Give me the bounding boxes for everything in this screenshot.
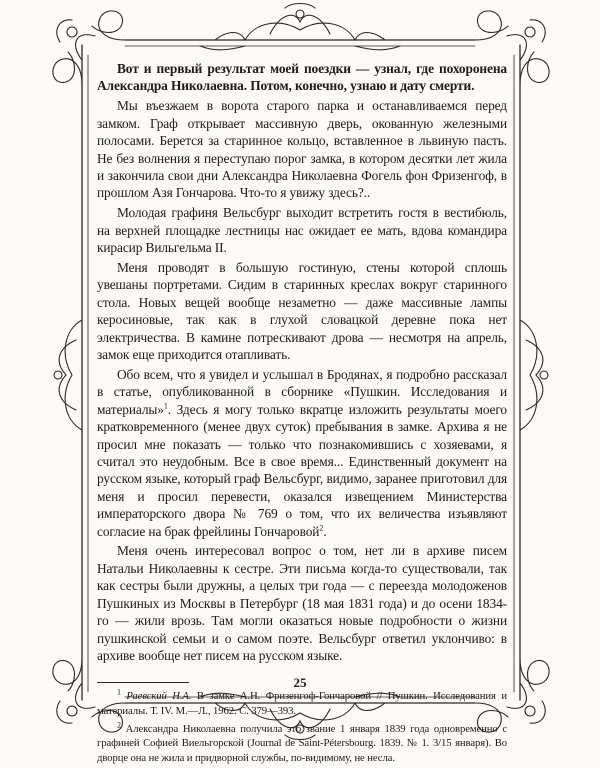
paragraph-2: Мы въезжаем в ворота старого парка и останавливаемся перед замком. Граф открывает массивную дверь, окованную железными полосами. Берется за старинное кольцо, вставленное в львиную пасть. Не без волнения я переступаю порог замка, в котором десятки лет жила и закончила свои дни Александра Николаевна Фогель фон Фризенгоф, в прошлом Азя Гончарова. Что-то я увижу здесь?..	[97, 98, 507, 201]
top-center-flourish	[200, 4, 400, 50]
paragraph-4: Меня проводят в большую гостиную, стены которой сплошь увешаны портретами. Сидим в старинных креслах вокруг старинного стола. Новых вещей вообще незаметно — даже массивные лампы керосиновые, так как в глухой словацкой деревне пока нет электричества. В камине потрескивают дрова — несмотря на апрель, замок еще приходится отапливать.	[97, 259, 507, 362]
footnote-2	[97, 719, 507, 766]
page-number: 25	[293, 675, 307, 690]
footnote-1-author: Раевский Н.А.	[126, 690, 192, 703]
paragraph-5-part-2: . Здесь я могу только вкратце изложить результаты моего кратковременного (менее двух суток) пребывания в замке. Архива я не просил мне показать — только что познакомившись с хозяевами, я считал это неудобным. Все в свое время... Единственный документ на русском языке, который граф Вельсбург, видимо, заранее приготовил для меня и просил перевести, оказался извещением Министерства императорского двора № 769 о том, что их величества изъявляют согласие на брак фрейлины Гончаровой	[97, 401, 507, 539]
right-middle-flourish	[520, 320, 548, 430]
footnote-2-mark: 2	[117, 719, 121, 729]
main-text	[97, 60, 507, 768]
left-middle-flourish	[54, 320, 82, 430]
footnote-ref-1[interactable]: 1	[163, 401, 168, 411]
paragraph-5-part-1: Обо всем, что я увидел и услышал в Бродянах, я подробно рассказал в статье, опубликованной в сборнике «Пушкин. Исследования и материалы»	[97, 366, 507, 417]
paragraph-3: Молодая графиня Вельсбург выходит встретить гостя в вестибюль, на верхней площадке лестницы нас ожидает ее мать, вдова командира кирасир Вильгельма II.	[97, 205, 507, 256]
paragraph-1: Вот и первый результат моей поездки — узнал, где похоронена Александра Николаевна. Потом, конечно, узнаю и дату смерти.	[97, 61, 507, 94]
paragraph-5-end: .	[323, 523, 327, 539]
footnote-2-text: Александра Николаевна получила это звание 1 января 1839 года одновременно с графиней Софией Виельгорской (Journal de Saint-Pétersbourg. 1839. № 1. 3/15 января). Во дворце она не жила и придворной службы, по-видимому, не несла.	[97, 722, 507, 764]
footnote-ref-2[interactable]: 2	[319, 523, 324, 533]
paragraph-5	[97, 366, 507, 540]
footnote-1-text: В замке А.Н. Фризенгоф-Гончаровой // Пушкин. Исследования и материалы. Т. IV. М.—Л., 1962. С. 379—393.	[97, 690, 507, 717]
footnote-1	[97, 689, 507, 718]
footnote-1-mark: 1	[117, 687, 121, 697]
paragraph-6: Меня очень интересовал вопрос о том, нет ли в архиве писем Натальи Николаевны к сестре. Эти письма когда-то существовали, так как сестры были дружны, а целых три года — с переезда молодоженов Пушкиных из Москвы в Петербург (18 мая 1831 года) и до осени 1834-го — жили врозь. Там могли оказаться новые подробности о жизни пушкинской семьи и о самом поэте. Вельсбург ответил уклончиво: в архиве вообще нет писем на русском языке.	[97, 543, 507, 663]
